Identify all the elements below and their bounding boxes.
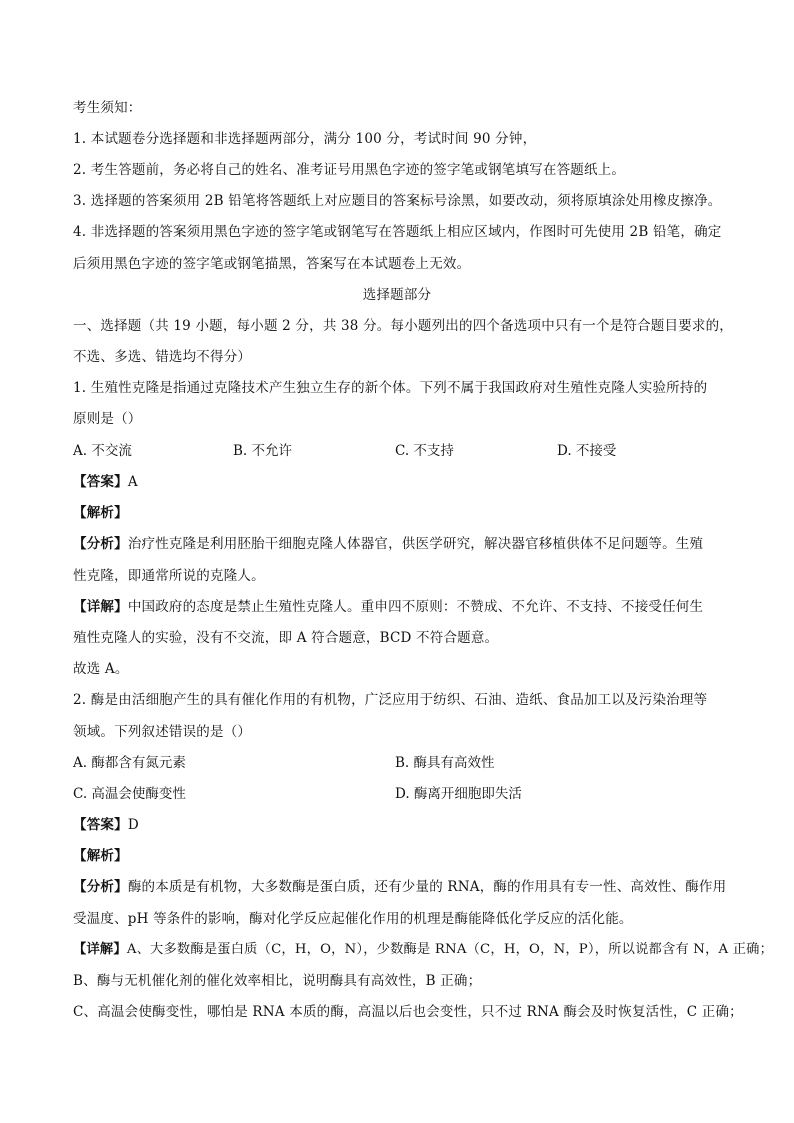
- answer-value: D: [127, 817, 139, 833]
- q2-answer: [73, 815, 139, 835]
- fenxi-text: 治疗性克隆是利用胚胎干细胞克隆人体器官，供医学研究，解决器官移植供体不足问题等。生殖: [127, 536, 704, 552]
- q2-option-d: D. 酶离开细胞即失活: [395, 786, 522, 802]
- q2-stem-line: 领域。下列叙述错误的是（）: [73, 724, 252, 740]
- analysis-tag: 【解析】: [73, 505, 128, 521]
- q1-stem-line: 1. 生殖性克隆是指通过克隆技术产生独立生存的新个体。下列不属于我国政府对生殖性克隆人实验所持的: [73, 380, 708, 396]
- q1-fenxi-line: 性克隆，即通常所说的克隆人。: [73, 568, 265, 584]
- notice-item: 2. 考生答题前，务必将自己的姓名、准考证号用黑色字迹的签字笔或钢笔填写在答题纸上。: [73, 162, 626, 178]
- xiangjie-text: 中国政府的态度是禁止生殖性克隆人。重申四不原则：不赞成、不允许、不支持、不接受任何生: [127, 599, 704, 615]
- q1-fenxi-line: [73, 534, 703, 554]
- analysis-tag: 【解析】: [73, 848, 128, 864]
- q2-xiangjie-line: [73, 940, 773, 960]
- q2-xiangjie-line: C、高温会使酶变性，哪怕是 RNA 本质的酶，高温以后也会变性，只不过 RNA 酶会及时恢复活性，C 正确；: [73, 1004, 743, 1020]
- xiangjie-tag: 【详解】: [73, 599, 128, 615]
- q1-option-c: C. 不支持: [395, 443, 454, 459]
- answer-tag: 【答案】: [73, 817, 128, 833]
- q1-analysis-tag: [73, 503, 128, 523]
- notice-item: 后须用黑色字迹的签字笔或钢笔描黑，答案写在本试题卷上无效。: [73, 256, 471, 272]
- q2-xiangjie-line: B、酶与无机催化剂的催化效率相比，说明酶具有高效性，B 正确；: [73, 973, 482, 989]
- fenxi-tag: 【分析】: [73, 879, 128, 895]
- xiangjie-tag: 【详解】: [73, 942, 127, 957]
- section-title: 选择题部分: [362, 287, 432, 303]
- notice-item: 3. 选择题的答案须用 2B 铅笔将答题纸上对应题目的答案标号涂黑，如要改动，须将原填涂处用橡皮擦净。: [73, 193, 722, 209]
- fenxi-text: 酶的本质是有机物，大多数酶是蛋白质，还有少量的 RNA，酶的作用具有专一性、高效性、酶作用: [127, 879, 727, 895]
- q2-option-a: A. 酶都含有氮元素: [73, 755, 186, 771]
- q2-stem-line: 2. 酶是由活细胞产生的具有催化作用的有机物，广泛应用于纺织、石油、造纸、食品加工以及污染治理等: [73, 692, 708, 708]
- q1-answer: [73, 472, 138, 492]
- notice-heading: 考生须知：: [73, 100, 142, 116]
- notice-item: 4. 非选择题的答案须用黑色字迹的签字笔或钢笔写在答题纸上相应区域内，作图时可先使用 2B 铅笔，确定: [73, 224, 722, 240]
- q1-option-a: A. 不交流: [73, 443, 132, 459]
- q1-xiangjie-line: [73, 597, 703, 617]
- q2-option-b: B. 酶具有高效性: [395, 755, 495, 771]
- fenxi-tag: 【分析】: [73, 536, 128, 552]
- q1-option-d: D. 不接受: [557, 443, 617, 459]
- answer-value: A: [127, 474, 138, 490]
- section-intro-line: 一、选择题（共 19 小题，每小题 2 分，共 38 分。每小题列出的四个备选项中只有一个是符合题目要求的，: [73, 318, 733, 334]
- q1-option-b: B. 不允许: [233, 443, 293, 459]
- q2-analysis-tag: [73, 846, 128, 866]
- section-intro-line: 不选、多选、错选均不得分）: [73, 349, 252, 365]
- notice-item: 1. 本试题卷分选择题和非选择题两部分，满分 100 分，考试时间 90 分钟，: [73, 131, 537, 147]
- q2-fenxi-line: [73, 877, 726, 897]
- q2-fenxi-line: 受温度、pH 等条件的影响，酶对化学反应起催化作用的机理是酶能降低化学反应的活化能。: [73, 911, 633, 927]
- q2-option-c: C. 高温会使酶变性: [73, 786, 186, 802]
- xiangjie-text: A、大多数酶是蛋白质（C，H，O，N），少数酶是 RNA（C，H，O，N，P），所以说都含有 N，A 正确；: [126, 942, 774, 957]
- q1-stem-line: 原则是（）: [73, 411, 142, 427]
- q1-conclusion: 故选 A。: [73, 661, 129, 677]
- answer-tag: 【答案】: [73, 474, 128, 490]
- q1-xiangjie-line: 殖性克隆人的实验，没有不交流，即 A 符合题意，BCD 不符合题意。: [73, 630, 499, 646]
